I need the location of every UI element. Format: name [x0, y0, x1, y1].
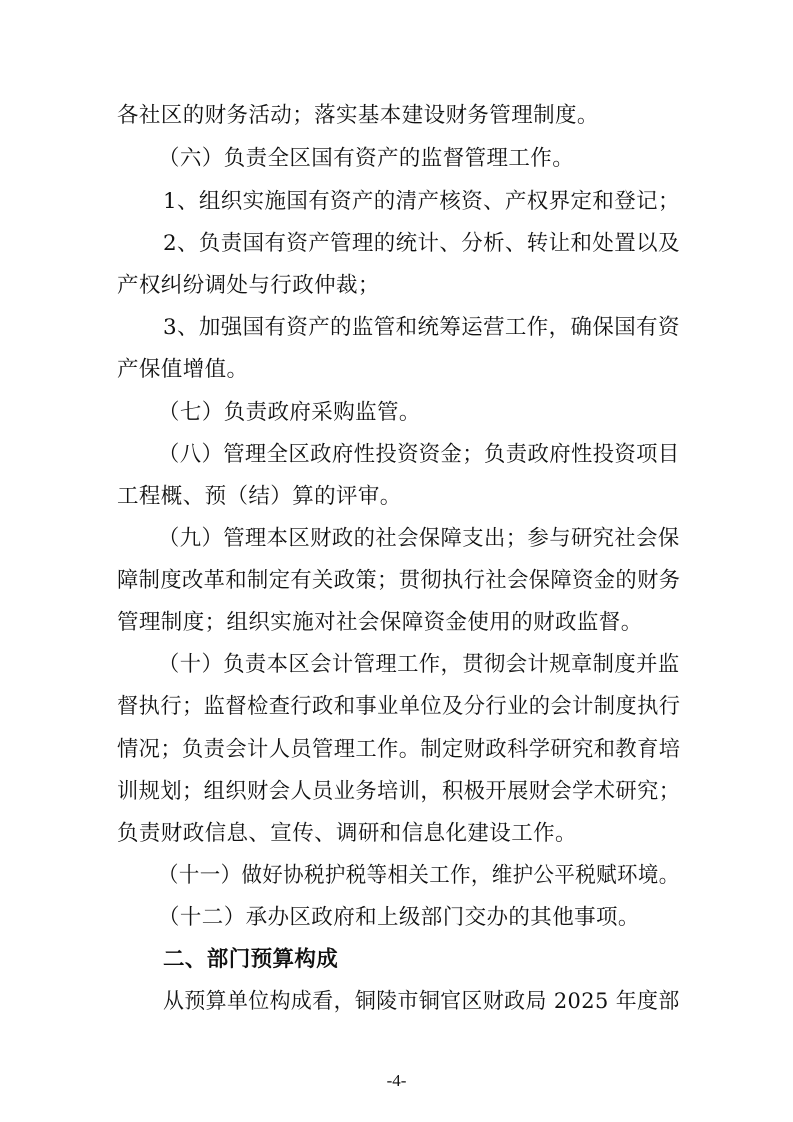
- section-heading-7: （七）负责政府采购监管。: [158, 400, 421, 425]
- list-item: 1、组织实施国有资产的清产核资、产权界定和登记；: [163, 189, 680, 214]
- list-item: 2、负责国有资产管理的统计、分析、转让和处置以及: [163, 231, 680, 256]
- section-heading-10: （十）负责本区会计管理工作，贯彻会计规章制度并监: [158, 652, 680, 677]
- body-line: 各社区的财务活动；落实基本建设财务管理制度。: [117, 103, 599, 128]
- body-line: 情况；负责会计人员管理工作。制定财政科学研究和教育培: [117, 737, 681, 762]
- section-title: 二、部门预算构成: [163, 947, 339, 972]
- body-line: 工程概、预（结）算的评审。: [117, 484, 402, 509]
- body-line: 督执行；监督检查行政和事业单位及分行业的会计制度执行: [117, 694, 681, 719]
- body-line: 负责财政信息、宣传、调研和信息化建设工作。: [117, 821, 577, 846]
- section-heading-11: （十一）做好协税护税等相关工作，维护公平税赋环境。: [158, 863, 680, 888]
- body-line: 产保值增值。: [117, 357, 249, 382]
- body-line: 训规划；组织财会人员业务培训，积极开展财会学术研究；: [117, 779, 681, 804]
- body-line: 管理制度；组织实施对社会保障资金使用的财政监督。: [117, 610, 643, 635]
- section-heading-6: （六）负责全区国有资产的监督管理工作。: [158, 146, 575, 171]
- page-number: -4-: [386, 1071, 407, 1090]
- section-heading-12: （十二）承办区政府和上级部门交办的其他事项。: [158, 905, 640, 930]
- section-heading-8: （八）管理全区政府性投资资金；负责政府性投资项目: [158, 442, 680, 467]
- section-heading-9: （九）管理本区财政的社会保障支出；参与研究社会保: [158, 526, 680, 551]
- body-line: 障制度改革和制定有关政策；贯彻执行社会保障资金的财务: [117, 568, 681, 593]
- body-line: 从预算单位构成看，铜陵市铜官区财政局 2025 年度部: [163, 989, 680, 1014]
- body-line: 产权纠纷调处与行政仲裁；: [117, 273, 380, 298]
- list-item: 3、加强国有资产的监管和统筹运营工作，确保国有资: [163, 315, 680, 340]
